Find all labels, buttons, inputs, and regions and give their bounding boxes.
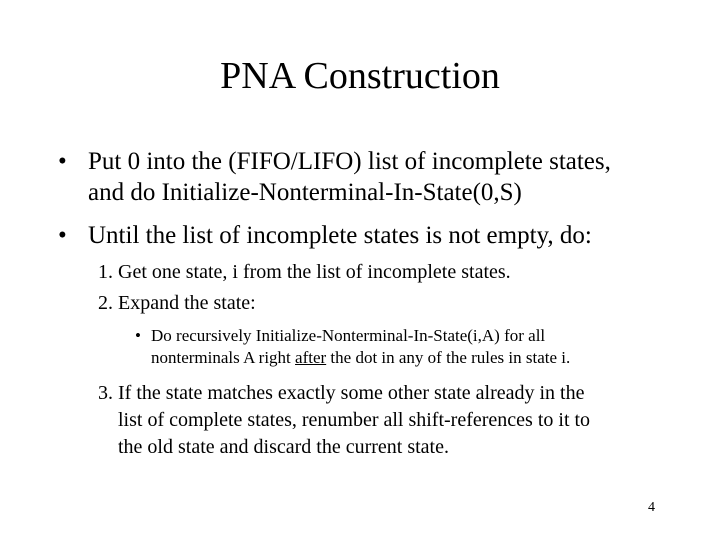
bullet-line: Put 0 into the (FIFO/LIFO) list of incomplete states, (88, 148, 611, 175)
bullet-line: and do Initialize-Nonterminal-In-State(0,S) (88, 179, 522, 206)
bullet-text (88, 146, 708, 208)
step-number: 2. (98, 292, 113, 314)
step-line: the old state and discard the current state. (118, 436, 449, 458)
emphasis-after: after (295, 348, 327, 367)
bullet-marker: • (58, 222, 67, 249)
bullet-text: Until the list of incomplete states is not empty, do: (88, 222, 592, 249)
step-line: list of complete states, renumber all shift-references to it to (118, 409, 591, 431)
sub-bullet-line: Do recursively Initialize-Nonterminal-In-State(i,A) for all (151, 326, 546, 345)
sub-bullet-line (151, 347, 671, 369)
sub-bullet-marker: • (135, 326, 141, 345)
step-number: 3. (98, 382, 113, 404)
step-line: If the state matches exactly some other state already in the (118, 382, 585, 404)
sub-bullet-line-start: nonterminals A right (151, 348, 296, 367)
step-text (118, 380, 698, 461)
page-number: 4 (648, 500, 655, 515)
step-number: 1. (98, 261, 113, 283)
sub-bullet-line-end: the dot in any of the rules in state i. (326, 348, 571, 367)
bullet-marker: • (58, 148, 67, 175)
step-text: Get one state, i from the list of incomplete states. (118, 261, 511, 283)
slide-title: PNA Construction (220, 55, 500, 97)
sub-bullet-text (151, 325, 671, 369)
step-text: Expand the state: (118, 292, 256, 314)
